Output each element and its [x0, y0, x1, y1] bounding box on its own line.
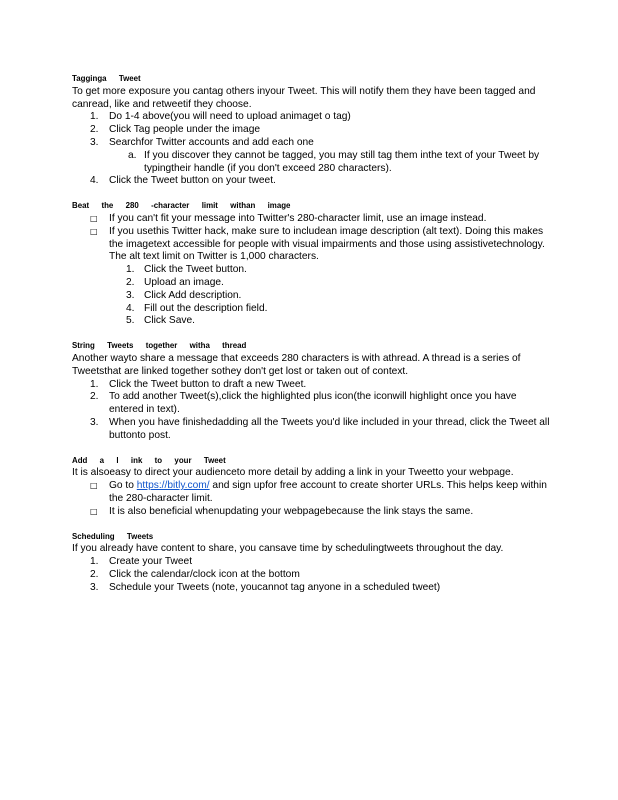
list-item: 4. Fill out the description field.: [126, 302, 268, 314]
paragraph: It is alsoeasy to direct your audienceto more detail by adding a link in your Tweetto your webpage.: [72, 467, 514, 479]
bullet-item: □ It is also beneficial whenupdating your webpagebecause the link stays the same.: [90, 505, 474, 517]
paragraph: Another wayto share a message that exceeds 280 characters is with athread. A thread is a series of Tweetsthat are linked together sothey don't get lost or taken out of context.: [72, 352, 521, 377]
list-item: 2. Click the calendar/clock icon at the bottom: [90, 568, 300, 580]
bullet-icon: □: [90, 506, 98, 516]
list-item: 3. Schedule your Tweets (note, youcannot tag anyone in a scheduled tweet): [90, 581, 441, 593]
list-item: 1. Click the Tweet button.: [126, 264, 247, 276]
bullet-icon: □: [90, 213, 98, 223]
list-subitem: a. If you discover they cannot be tagged, you may still tag them inthe text of your Tweet by typingtheir handle (if you don't exceed 280 characters).: [128, 149, 540, 174]
list-item: 3. Click Add description.: [126, 289, 242, 301]
section-thread: [72, 339, 552, 442]
list-item: 5. Click Save.: [126, 315, 195, 327]
list-item: 2. Click Tag people under the image: [90, 124, 261, 136]
bullet-item: □ If you can't fit your message into Twitter's 280-character limit, use an image instead.: [90, 212, 487, 224]
bullet-item: □ Go to https://bitly.com/ and sign upfor free account to create shorter URLs. This helps keep within the 280-character limit.: [90, 480, 547, 504]
section-heading: String Tweets together witha thread: [72, 340, 247, 351]
section-link: [72, 454, 552, 519]
section-heading: Add a l ink to your Tweet: [72, 454, 226, 465]
paragraph: If you already have content to share, you cansave time by schedulingtweets throughout the day.: [72, 543, 504, 555]
bullet-icon: □: [90, 226, 98, 236]
bitly-link[interactable]: https://bitly.com/: [136, 480, 210, 492]
bullet-item: □ If you usethis Twitter hack, make sure to includean image description (alt text). Doing this makes the imagetext accessible for people with visual impairments and those using assistivetechnology. The alt text limit on Twitter is 1,000 characters.: [90, 225, 545, 263]
paragraph: To get more exposure you cantag others inyour Tweet. This will notify them they have been tagged and canread, like and retweetif they choose.: [72, 85, 536, 110]
document-page: [72, 72, 552, 605]
list-item: 2. Upload an image.: [126, 276, 224, 288]
list-item: 1. Create your Tweet: [90, 556, 193, 568]
section-tagging: [72, 72, 552, 188]
section-heading: Tagginga Tweet: [72, 73, 141, 83]
list-item: 1. Do 1-4 above(you will need to upload animaget o tag): [90, 111, 351, 123]
section-heading: Beat the 280 -character limit withan image: [72, 200, 291, 211]
list-item: 3. When you have finishedadding all the Tweets you'd like included in your thread, click the Tweet all buttonto post.: [90, 416, 550, 441]
list-item: 3. Searchfor Twitter accounts and add each one: [90, 136, 314, 148]
list-item: 2. To add another Tweet(s),click the highlighted plus icon(the iconwill highlight once you have entered in text).: [90, 391, 517, 416]
list-item: 4. Click the Tweet button on your tweet.: [90, 175, 276, 187]
section-heading: Scheduling Tweets: [72, 530, 154, 541]
list-item: 1. Click the Tweet button to draft a new Tweet.: [90, 378, 307, 390]
section-scheduling: [72, 530, 552, 595]
bullet-icon: □: [90, 481, 98, 491]
section-beat-limit: [72, 199, 552, 328]
